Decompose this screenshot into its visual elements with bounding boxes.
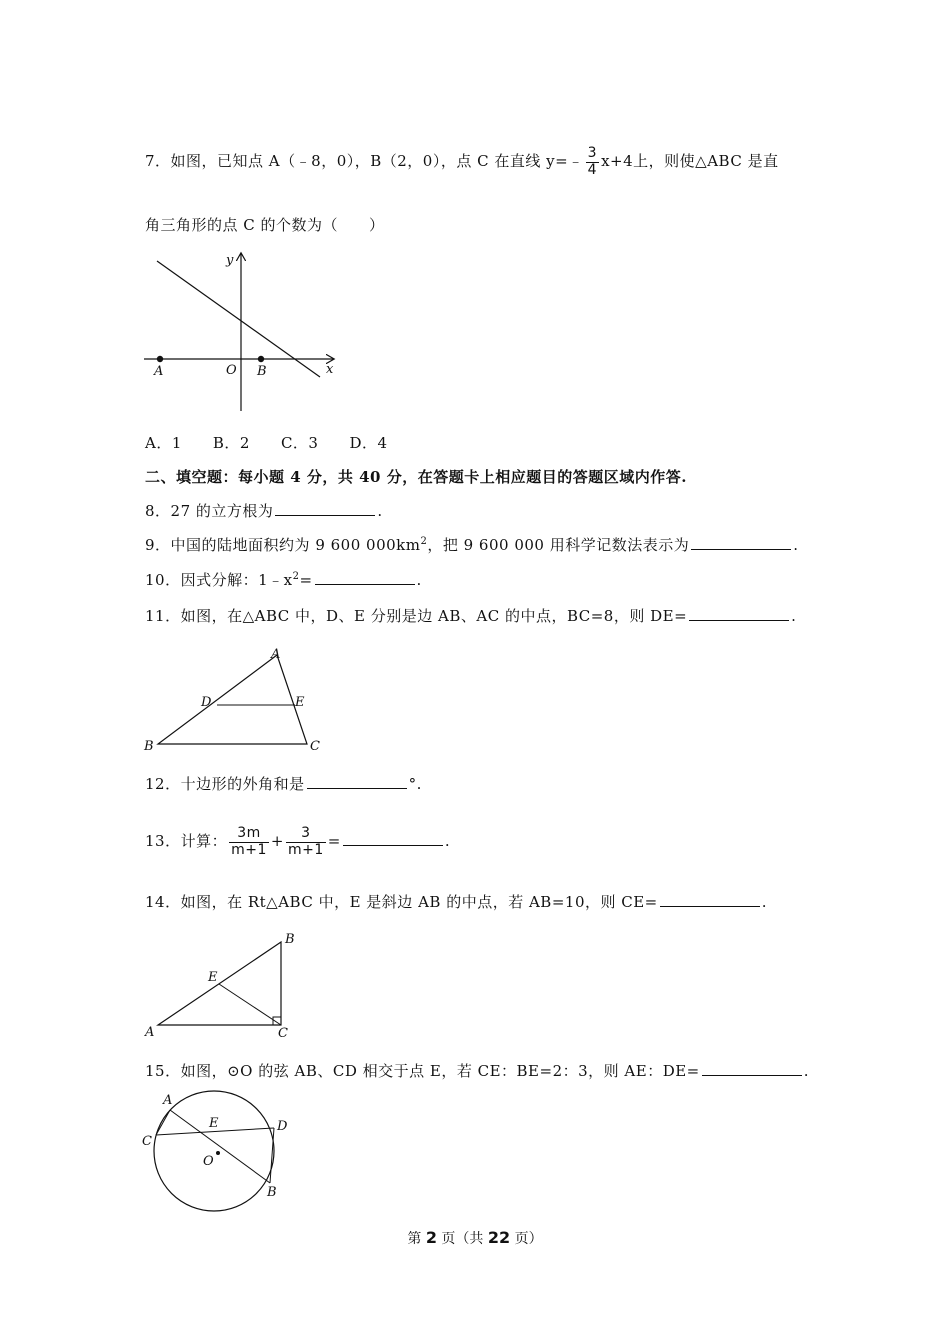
q15-suffix: . bbox=[803, 1062, 810, 1080]
q10-middle: = bbox=[299, 571, 313, 589]
q9-answer-blank[interactable] bbox=[691, 535, 791, 550]
q13-answer-blank[interactable] bbox=[343, 831, 443, 846]
q11-answer-blank[interactable] bbox=[689, 606, 789, 621]
q7-point-b bbox=[258, 356, 264, 362]
q7-label-y: y bbox=[226, 253, 234, 268]
q13-fraction-1 bbox=[229, 826, 269, 858]
q9-prefix: 9．中国的陆地面积约为 9 600 000km bbox=[145, 536, 421, 554]
q13 bbox=[145, 820, 450, 862]
q7-line bbox=[157, 261, 320, 377]
footer-pre: 第 bbox=[407, 1231, 426, 1247]
q13-fraction-2 bbox=[286, 826, 326, 858]
q14-label-c: C bbox=[278, 1026, 288, 1041]
q8 bbox=[145, 500, 383, 521]
q10-sup: 2 bbox=[292, 571, 300, 582]
q13-f2-den: m+1 bbox=[287, 841, 324, 858]
page-footer bbox=[0, 1228, 950, 1248]
q14-text: 14．如图，在 Rt△ABC 中，E 是斜边 AB 的中点，若 AB=10，则 CE= bbox=[145, 893, 658, 911]
q13-f1-num: 3m bbox=[229, 826, 269, 842]
q11-label-c: C bbox=[310, 739, 320, 754]
q7-frac-den: 4 bbox=[587, 161, 598, 178]
q13-suffix: . bbox=[444, 832, 451, 850]
q7-suffix: x+4上，则使△ABC 是直 bbox=[601, 152, 779, 170]
q10-prefix: 10．因式分解：1﹣x bbox=[145, 571, 293, 589]
q7-point-a bbox=[157, 356, 163, 362]
q12 bbox=[145, 773, 422, 794]
q14 bbox=[145, 891, 767, 912]
q7-figure bbox=[140, 248, 340, 416]
q14-suffix: . bbox=[761, 893, 768, 911]
q10 bbox=[145, 569, 422, 590]
footer-page-number: 2 bbox=[425, 1228, 437, 1247]
q15-answer-blank[interactable] bbox=[702, 1061, 802, 1076]
q15 bbox=[145, 1060, 809, 1081]
q8-suffix: . bbox=[377, 502, 383, 520]
q11-figure bbox=[140, 645, 340, 755]
q7-prefix: 7．如图，已知点 A（﹣8，0），B（2，0），点 C 在直线 y=﹣ bbox=[145, 152, 584, 170]
q10-answer-blank[interactable] bbox=[315, 570, 415, 585]
q7-options: A．1 B．2 C．3 D．4 bbox=[145, 434, 388, 452]
q13-f2-num: 3 bbox=[286, 826, 326, 842]
q7-label-b: B bbox=[257, 364, 267, 379]
q15-label-d: D bbox=[277, 1119, 288, 1134]
footer-mid: 页（共 bbox=[436, 1231, 488, 1247]
q9-sup: 2 bbox=[420, 536, 428, 547]
section2-heading: 二、填空题：每小题 4 分，共 40 分，在答题卡上相应题目的答题区域内作答. bbox=[145, 468, 687, 486]
q15-label-b: B bbox=[267, 1185, 277, 1200]
q14-label-e: E bbox=[208, 970, 218, 985]
q13-eq: = bbox=[327, 832, 341, 850]
q11-label-e: E bbox=[295, 695, 305, 710]
q15-label-e: E bbox=[209, 1116, 219, 1131]
q15-circle bbox=[154, 1091, 274, 1211]
q10-suffix: . bbox=[416, 571, 422, 589]
q15-figure bbox=[140, 1088, 310, 1218]
q11-label-d: D bbox=[201, 695, 212, 710]
q13-prefix: 13．计算： bbox=[145, 832, 228, 850]
q15-segment-ac bbox=[156, 1110, 170, 1135]
q11 bbox=[145, 605, 796, 626]
q11-label-b: B bbox=[144, 739, 154, 754]
q11-triangle bbox=[158, 655, 307, 744]
q9-suffix: . bbox=[793, 536, 799, 554]
q15-label-c: C bbox=[142, 1134, 152, 1149]
q15-center-o bbox=[216, 1151, 220, 1155]
q8-answer-blank[interactable] bbox=[275, 501, 375, 516]
q15-label-o: O bbox=[203, 1154, 214, 1169]
q12-suffix: °. bbox=[408, 775, 422, 793]
q7-label-a: A bbox=[154, 364, 164, 379]
q7-line1 bbox=[145, 143, 779, 179]
q14-label-b: B bbox=[285, 932, 295, 947]
q12-answer-blank[interactable] bbox=[307, 774, 407, 789]
q15-label-a: A bbox=[163, 1093, 173, 1108]
q14-figure bbox=[140, 928, 310, 1043]
q13-plus: + bbox=[270, 832, 284, 850]
q8-prefix: 8．27 的立方根为 bbox=[145, 502, 274, 520]
footer-post: 页） bbox=[510, 1231, 543, 1247]
q14-median-ce bbox=[219, 984, 281, 1025]
q7-fraction bbox=[586, 146, 599, 178]
q7-line2: 角三角形的点 C 的个数为（ ） bbox=[145, 216, 385, 234]
q11-label-a: A bbox=[271, 647, 281, 662]
q7-label-o: O bbox=[226, 363, 237, 378]
q7-frac-num: 3 bbox=[587, 145, 598, 162]
q14-answer-blank[interactable] bbox=[660, 892, 760, 907]
q11-text: 11．如图，在△ABC 中，D、E 分别是边 AB、AC 的中点，BC=8，则 DE= bbox=[145, 607, 688, 625]
q7-label-x: x bbox=[326, 362, 334, 377]
q13-f1-den: m+1 bbox=[231, 841, 267, 858]
footer-total-pages: 22 bbox=[487, 1228, 511, 1247]
q9 bbox=[145, 534, 799, 555]
q15-text: 15．如图，⊙O 的弦 AB、CD 相交于点 E，若 CE：BE=2：3，则 AE：DE= bbox=[145, 1062, 700, 1080]
q12-prefix: 12．十边形的外角和是 bbox=[145, 775, 305, 793]
q9-middle: ，把 9 600 000 用科学记数法表示为 bbox=[427, 536, 690, 554]
q11-suffix: . bbox=[791, 607, 797, 625]
q14-label-a: A bbox=[145, 1025, 155, 1040]
q15-chord-ab bbox=[170, 1110, 270, 1183]
